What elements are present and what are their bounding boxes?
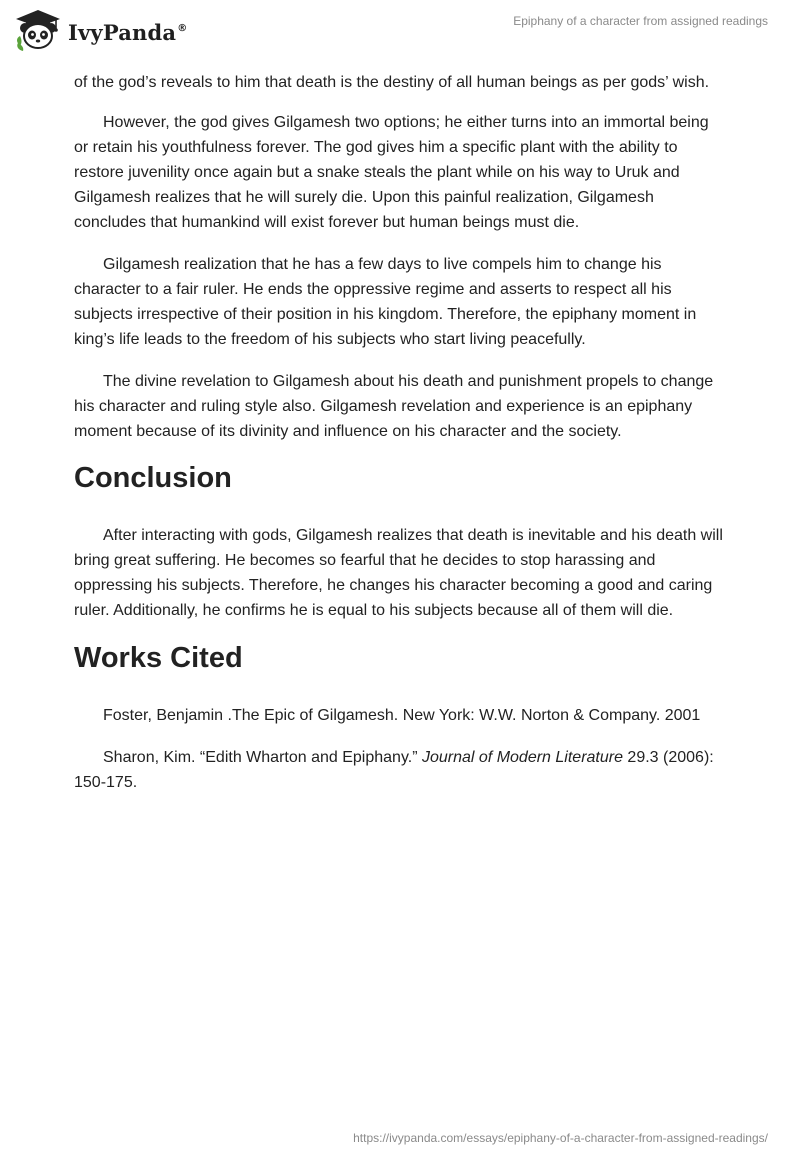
works-cited-heading: Works Cited [74,642,243,674]
document-title: Epiphany of a character from assigned readings [513,14,768,28]
page-header [0,0,800,60]
paragraph: Gilgamesh realization that he has a few days to live compels him to change his character to a fair ruler. He ends the oppressive regime and asserts to respect all his subjects irrespective of their position in his kingdom. Therefore, the epiphany moment in king’s life leads to the freedom of his subjects who start living peacefully. [74,256,697,348]
paragraph: However, the god gives Gilgamesh two options; he either turns into an immortal being or retain his youthfulness forever. The god gives him a specific plant with the ability to restore juvenility once again but a snake steals the plant while on his way to Uruk and Gilgamesh realizes that he will surely die. Upon this painful realization, Gilgamesh concludes that humankind will exist forever but human beings must die. [74,114,709,231]
registered-mark: ® [177,22,188,34]
citation-journal: Journal of Modern Literature [421,749,623,766]
conclusion-paragraph: After interacting with gods, Gilgamesh realizes that death is inevitable and his death will bring great suffering. He becomes so fearful that he decides to stop harassing and oppressing his subjects. Therefore, he changes his character becoming a good and caring ruler. Additionally, he confirms he is equal to his subjects because all of them will die. [74,527,723,619]
citation: Foster, Benjamin .The Epic of Gilgamesh. New York: W.W. Norton & Company. 2001 [103,707,701,724]
essay-content [74,70,726,812]
paragraph: The divine revelation to Gilgamesh about his death and punishment propels to change his character and ruling style also. Gilgamesh revelation and experience is an epiphany moment because of its divinity and influence on his character and the society. [74,373,714,440]
citation-text: 29.3 (2006): 150-175. [74,749,714,791]
ivypanda-logo[interactable] [14,8,187,54]
citation-text: Sharon, Kim. “Edith Wharton and Epiphany.” [103,749,422,766]
source-url[interactable]: https://ivypanda.com/essays/epiphany-of-a-character-from-assigned-readings/ [353,1131,768,1145]
conclusion-heading: Conclusion [74,462,232,494]
brand-name: IvyPanda® [68,19,188,45]
panda-graduate-icon [14,8,62,54]
citation [74,745,726,795]
paragraph-continued: of the god’s reveals to him that death is the destiny of all human beings as per gods’ wish. [74,74,710,91]
